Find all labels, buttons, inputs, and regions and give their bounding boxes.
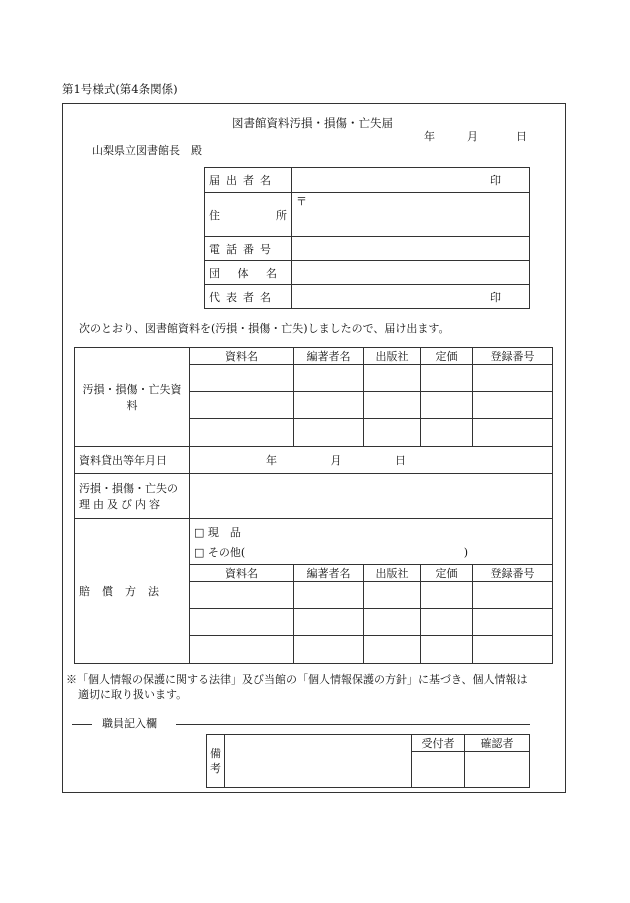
name-label: 届出者名 — [205, 168, 292, 193]
option-genpin[interactable]: □ 現 品 — [194, 526, 241, 539]
group-label: 団 体 名 — [205, 261, 292, 285]
date-day: 日 — [516, 130, 527, 143]
phone-label: 電話番号 — [205, 237, 292, 261]
lend-date-label: 資料貸出等年月日 — [75, 447, 190, 474]
col-author: 編著者名 — [294, 348, 364, 365]
confirmer-stamp[interactable] — [465, 752, 530, 788]
statement: 次のとおり、図書館資料を(汚損・損傷・亡失)しましたので、届け出ます。 — [79, 322, 450, 335]
rep-label: 代表者名 — [205, 285, 292, 309]
date-year: 年 — [424, 130, 435, 143]
comp-col-publisher: 出版社 — [364, 565, 421, 582]
form-title: 図書館資料汚損・損傷・亡失届 — [232, 116, 393, 130]
material-table — [74, 347, 553, 664]
col-title: 資料名 — [190, 348, 294, 365]
address-label: 住 所 — [205, 193, 292, 237]
applicant-table — [204, 167, 530, 309]
postal-mark: 〒 — [296, 195, 307, 208]
remarks-label: 備考 — [207, 735, 225, 788]
comp-col-price: 定価 — [421, 565, 473, 582]
date-month: 月 — [467, 130, 478, 143]
compensation-options — [190, 519, 553, 565]
phone-field[interactable] — [292, 237, 530, 261]
reason-field[interactable] — [190, 474, 553, 519]
remarks-field[interactable] — [225, 735, 412, 788]
rep-field[interactable] — [292, 285, 530, 309]
lend-date-field[interactable]: 年 月 日 — [190, 447, 553, 474]
seal-mark: 印 — [490, 174, 501, 187]
col-publisher: 出版社 — [364, 348, 421, 365]
comp-col-author: 編著者名 — [294, 565, 364, 582]
comp-col-title: 資料名 — [190, 565, 294, 582]
form-number: 第1号様式(第4条関係) — [62, 82, 178, 96]
reason-label: 汚損・損傷・亡失の 理由及び内容 — [75, 474, 190, 519]
col-reg-number: 登録番号 — [473, 348, 553, 365]
receiver-label: 受付者 — [412, 735, 465, 752]
address-field[interactable] — [292, 193, 530, 237]
staff-divider-right — [176, 724, 530, 725]
staff-section-label: 職員記入欄 — [102, 717, 157, 730]
staff-table — [206, 734, 530, 788]
rep-seal-mark: 印 — [490, 290, 501, 304]
receiver-stamp[interactable] — [412, 752, 465, 788]
option-other[interactable]: □ その他( ) — [194, 546, 468, 559]
compensation-label: 賠償方法 — [75, 519, 190, 664]
comp-col-reg-number: 登録番号 — [473, 565, 553, 582]
col-price: 定価 — [421, 348, 473, 365]
name-field[interactable] — [292, 168, 530, 193]
staff-divider-left — [72, 724, 92, 725]
confirmer-label: 確認者 — [465, 735, 530, 752]
addressee: 山梨県立図書館長 殿 — [92, 144, 202, 157]
group-field[interactable] — [292, 261, 530, 285]
privacy-note-2: 適切に取り扱います。 — [78, 688, 188, 701]
privacy-note-1: ※「個人情報の保護に関する法律」及び当館の「個人情報保護の方針」に基づき、個人情報は — [66, 673, 528, 686]
material-row-label: 汚損・損傷・亡失資料 — [75, 348, 190, 447]
